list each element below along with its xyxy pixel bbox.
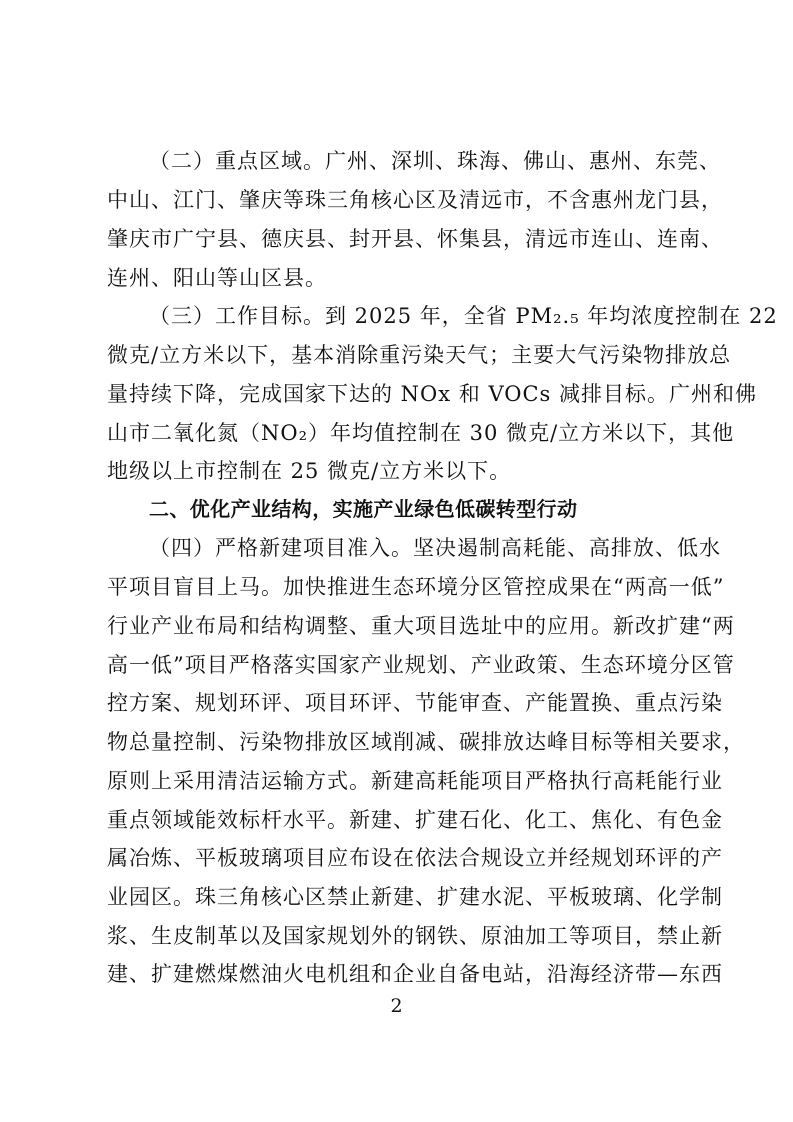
section-heading: 二、优化产业结构，实施产业绿色低碳转型行动	[149, 497, 578, 521]
text-line: 原则上采用清洁运输方式。新建高耗能项目严格执行高耗能行业	[107, 769, 723, 793]
text-line: 业园区。珠三角核心区禁止新建、扩建水泥、平板玻璃、化学制	[107, 885, 723, 909]
text-line: （四）严格新建项目准入。坚决遏制高耗能、高排放、低水	[149, 536, 721, 560]
text-line: 肇庆市广宁县、德庆县、封开县、怀集县，清远市连山、连南、	[107, 227, 723, 251]
text-line: 山市二氧化氮（NO₂）年均值控制在 30 微克/立方米以下，其他	[107, 421, 735, 445]
text-line: 高一低”项目严格落实国家产业规划、产业政策、生态环境分区管	[107, 653, 735, 677]
text-line: 重点领域能效标杆水平。新建、扩建石化、化工、焦化、有色金	[107, 808, 723, 832]
text-line: 连州、阳山等山区县。	[107, 266, 327, 290]
page-number: 2	[390, 995, 403, 1017]
text-line: 量持续下降，完成国家下达的 NOx 和 VOCs 减排目标。广州和佛	[107, 382, 757, 406]
text-line: （二）重点区域。广州、深圳、珠海、佛山、惠州、东莞、	[149, 149, 721, 173]
text-line: 属冶炼、平板玻璃项目应布设在依法合规设立并经规划环评的产	[107, 846, 723, 870]
text-line: （三）工作目标。到 2025 年，全省 PM₂.₅ 年均浓度控制在 22	[149, 304, 778, 328]
text-line: 浆、生皮制革以及国家规划外的钢铁、原油加工等项目，禁止新	[107, 924, 723, 948]
text-line: 物总量控制、污染物排放区域削减、碳排放达峰目标等相关要求，	[107, 730, 745, 754]
text-line: 建、扩建燃煤燃油火电机组和企业自备电站，沿海经济带—东西	[107, 962, 723, 986]
text-line: 地级以上市控制在 25 微克/立方米以下。	[107, 459, 512, 483]
text-line: 控方案、规划环评、项目环评、节能审查、产能置换、重点污染	[107, 691, 723, 715]
text-line: 平项目盲目上马。加快推进生态环境分区管控成果在“两高一低”	[107, 575, 725, 599]
text-line: 微克/立方米以下，基本消除重污染天气；主要大气污染物排放总	[107, 343, 732, 367]
text-line: 中山、江门、肇庆等珠三角核心区及清远市，不含惠州龙门县，	[107, 188, 723, 212]
text-line: 行业产业布局和结构调整、重大项目选址中的应用。新改扩建“两	[107, 614, 735, 638]
